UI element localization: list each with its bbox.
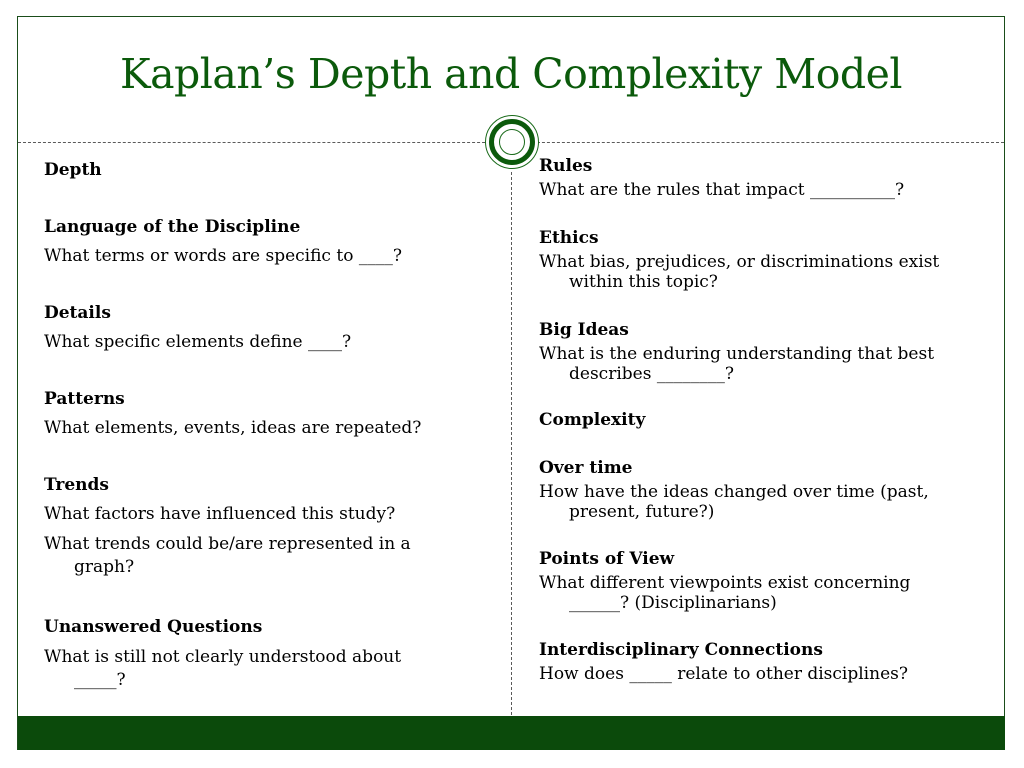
item-text: What trends could be/are represented in a graph? [44,534,411,577]
item-heading: Details [44,303,111,323]
section-heading-depth: Depth [44,160,102,180]
item-text: What factors have influenced this study? [44,504,396,524]
item-heading: Language of the Discipline [44,217,301,237]
item-heading: Ethics [539,228,599,248]
item-heading: Interdisciplinary Connections [539,640,823,660]
footer-bar [18,716,1005,750]
section-heading-complexity: Complexity [539,410,646,430]
item-text: What elements, events, ideas are repeated? [44,418,422,438]
item-text: What specific elements define ____? [44,332,352,352]
vertical-divider [511,172,512,715]
right-column [539,156,979,684]
item-heading: Patterns [44,389,125,409]
left-column [44,160,464,692]
item-heading: Unanswered Questions [44,617,263,637]
item-heading: Over time [539,458,633,478]
item-heading: Points of View [539,549,675,569]
item-text: What is still not clearly understood about _____? [44,647,402,690]
slide-title: Kaplan’s Depth and Complexity Model [119,50,903,98]
item-heading: Trends [44,475,110,495]
item-text: What is the enduring understanding that best describes ________? [539,344,935,384]
item-text: What terms or words are specific to ____? [44,246,402,266]
item-text: What are the rules that impact __________? [539,180,905,200]
item-text: What bias, prejudices, or discriminations exist within this topic? [539,252,940,292]
item-heading: Big Ideas [539,320,629,340]
item-text: How does _____ relate to other disciplines? [539,664,908,684]
item-text: What different viewpoints exist concerning ______? (Disciplinarians) [539,573,911,613]
item-heading: Rules [539,156,593,176]
ring-ornament-icon [485,115,539,169]
item-text: How have the ideas changed over time (past, present, future?) [539,482,929,522]
